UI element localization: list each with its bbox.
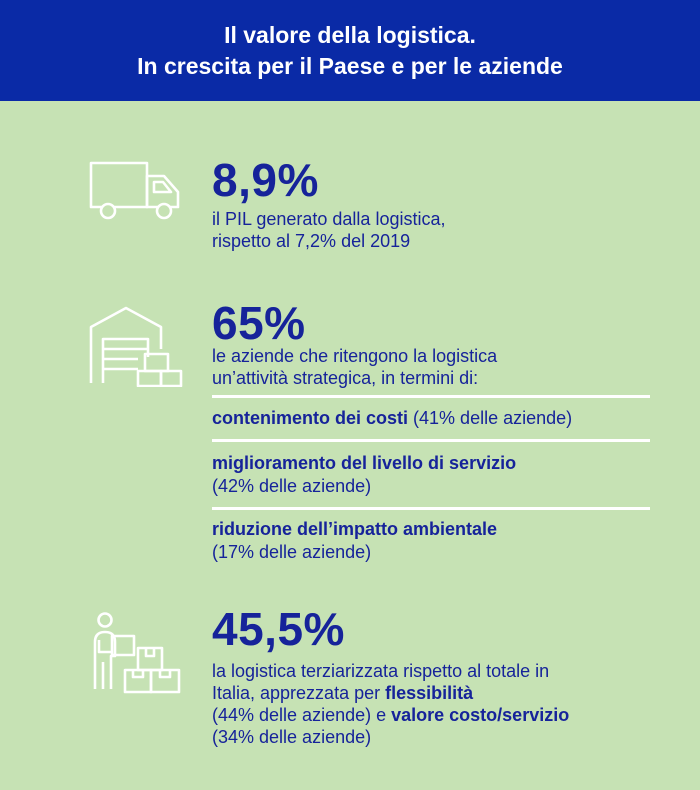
item-value: (42% delle aziende) (212, 476, 372, 496)
text-segment: Italia, apprezzata per (212, 683, 386, 703)
strategic-description-line1: le aziende che ritengono la logistica (212, 346, 498, 366)
cost-service-label: valore costo/servizio (391, 705, 570, 725)
pil-description (212, 208, 672, 252)
outsourced-description (212, 660, 672, 748)
list-item-cost (212, 407, 652, 430)
item-label: riduzione dell’impatto ambientale (212, 519, 498, 539)
page-header (0, 0, 700, 101)
worker-with-boxes-icon (88, 612, 184, 694)
item-value: (17% delle aziende) (212, 542, 372, 562)
outsourced-line4: (34% delle aziende) (212, 727, 372, 747)
pil-description-line1: il PIL generato dalla logistica, (212, 209, 446, 229)
warehouse-icon (88, 305, 184, 387)
outsourced-percentage: 45,5% (212, 603, 345, 655)
strategic-percentage: 65% (212, 297, 306, 349)
divider (212, 395, 650, 398)
pil-description-line2: rispetto al 7,2% del 2019 (212, 231, 411, 251)
divider (212, 507, 650, 510)
strategic-description (212, 345, 672, 389)
item-label: contenimento dei costi (212, 408, 409, 428)
outsourced-line1: la logistica terziarizzata rispetto al totale in (212, 661, 550, 681)
text-segment: (44% delle aziende) e (212, 705, 392, 725)
item-label: miglioramento del livello di servizio (212, 453, 517, 473)
header-title: Il valore della logistica. (224, 21, 476, 48)
header-subtitle: In crescita per il Paese e per le aziende (137, 52, 563, 79)
list-item-service (212, 452, 652, 498)
outsourced-line2 (212, 682, 672, 704)
truck-icon (88, 160, 184, 222)
flexibility-label: flessibilità (385, 683, 474, 703)
list-item-environment (212, 518, 652, 564)
pil-percentage: 8,9% (212, 154, 319, 206)
item-value: (41% delle aziende) (408, 408, 573, 428)
divider (212, 439, 650, 442)
strategic-description-line2: un’attività strategica, in termini di: (212, 368, 479, 388)
outsourced-line3 (212, 704, 672, 726)
